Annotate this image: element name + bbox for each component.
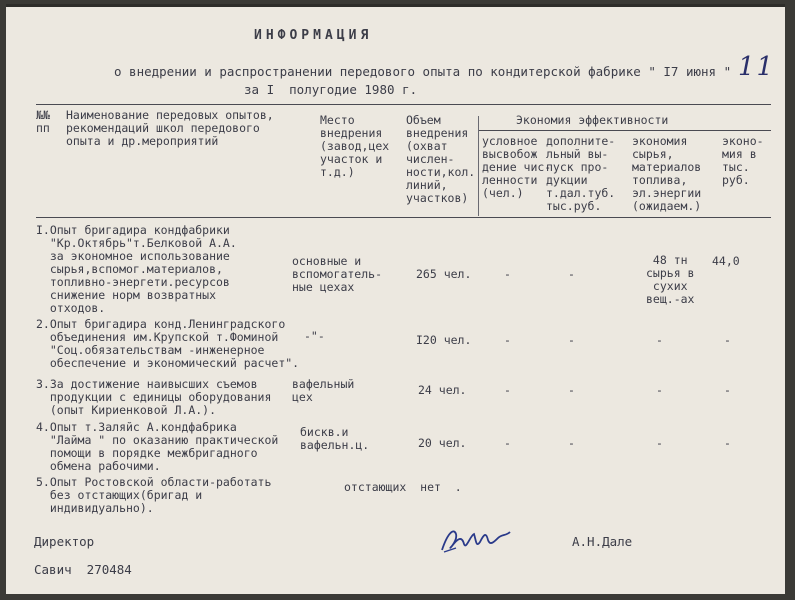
row-1-release: - xyxy=(504,267,511,281)
row-2-volume: I20 чел. xyxy=(416,333,472,347)
header-col-name: Наименование передовых опытов, рекомендаций школ передового опыта и др.мероприятий xyxy=(66,108,274,148)
row-1-resources: 48 тн сырья в сухих вещ.-ах xyxy=(646,253,695,306)
row-3-place: вафельный цех xyxy=(292,377,355,404)
header-bottom-rule xyxy=(36,217,771,218)
header-col-release: условное высвобож дение чис- ленности (чел.) xyxy=(482,134,552,200)
row-4-resources: - xyxy=(656,436,663,450)
header-col-rub: эконо- мия в тыс. руб. xyxy=(722,134,764,187)
document-title: ИНФОРМАЦИЯ xyxy=(254,28,373,43)
economy-group-rule xyxy=(478,130,771,131)
row-3-release: - xyxy=(504,383,511,397)
header-economy-group: Экономия эффективности xyxy=(516,113,669,127)
row-4-rub: - xyxy=(724,436,731,450)
row-4-release: - xyxy=(504,436,511,450)
row-2-place: -"- xyxy=(304,329,325,343)
row-1-volume: 265 чел. xyxy=(416,267,472,281)
row-3-output: - xyxy=(568,383,575,397)
header-col-output: дополните- льный вы- пуск про- дукции т.дал.туб. тыс.руб. xyxy=(546,134,616,213)
row-4-name: 4.Опыт т.Заляйс А.кондфабрика "Лайма " по оказанию практической помощи в порядке межбригадного обмена рабочими. xyxy=(36,420,279,473)
table-top-rule xyxy=(36,104,771,105)
row-4-place: бискв.и вафельн.ц. xyxy=(300,425,370,452)
scan-border xyxy=(6,4,785,7)
row-1-output: - xyxy=(568,267,575,281)
handwritten-signature xyxy=(436,522,516,560)
director-name: А.Н.Дале xyxy=(572,534,633,549)
footer-code: Савич 270484 xyxy=(34,562,132,577)
row-2-output: - xyxy=(568,333,575,347)
row-1-place: основные и вспомогатель- ные цехах xyxy=(292,254,383,294)
row-3-rub: - xyxy=(724,383,731,397)
row-3-resources: - xyxy=(656,383,663,397)
row-4-output: - xyxy=(568,436,575,450)
row-2-name: 2.Опыт бригадира конд.Ленинградского объединения им.Крупской т.Фоминой "Соц.обязательствам -инженерное обеспечение и экономический расчет". xyxy=(36,317,300,370)
director-label: Директор xyxy=(34,534,95,549)
row-1-rub: 44,0 xyxy=(712,254,740,268)
row-5-place: отстающих нет . xyxy=(344,480,462,494)
document-subtitle-line1: о внедрении и распространении передового опыта по кондитерской фабрике " I7 июня " xyxy=(114,64,732,79)
economy-group-divider xyxy=(478,116,479,216)
header-col-place: Место внедрения (завод,цех участок и т.д.) xyxy=(320,113,390,179)
document-sheet xyxy=(6,4,785,594)
row-3-name: 3.За достижение наивысших съемов продукции с единицы оборудования (опыт Кириенковой Л.А.). xyxy=(36,377,272,417)
document-subtitle-line2: за I полугодие 1980 г. xyxy=(244,82,418,97)
header-col-resources: экономия сырья, материалов топлива, эл.энергии (ожидаем.) xyxy=(632,134,702,213)
row-2-rub: - xyxy=(724,333,731,347)
header-col-num: №№ пп xyxy=(36,108,50,135)
row-3-volume: 24 чел. xyxy=(418,383,467,397)
header-col-volume: Объем внедрения (охват числен- ности,кол. линий, участков) xyxy=(406,113,476,205)
row-2-resources: - xyxy=(656,333,663,347)
handwritten-page-number: 11 xyxy=(738,52,776,82)
row-5-name: 5.Опыт Ростовской области-работать без отстающих(бригад и индивидуально). xyxy=(36,475,272,515)
row-1-name: I.Опыт бригадира кондфабрики "Кр.Октябрь"т.Белковой А.А. за экономное использование сырья,вспомог.материалов, топливно-энергети.ресурсов снижение норм возвратных отходов. xyxy=(36,223,237,315)
row-4-volume: 20 чел. xyxy=(418,436,467,450)
row-2-release: - xyxy=(504,333,511,347)
